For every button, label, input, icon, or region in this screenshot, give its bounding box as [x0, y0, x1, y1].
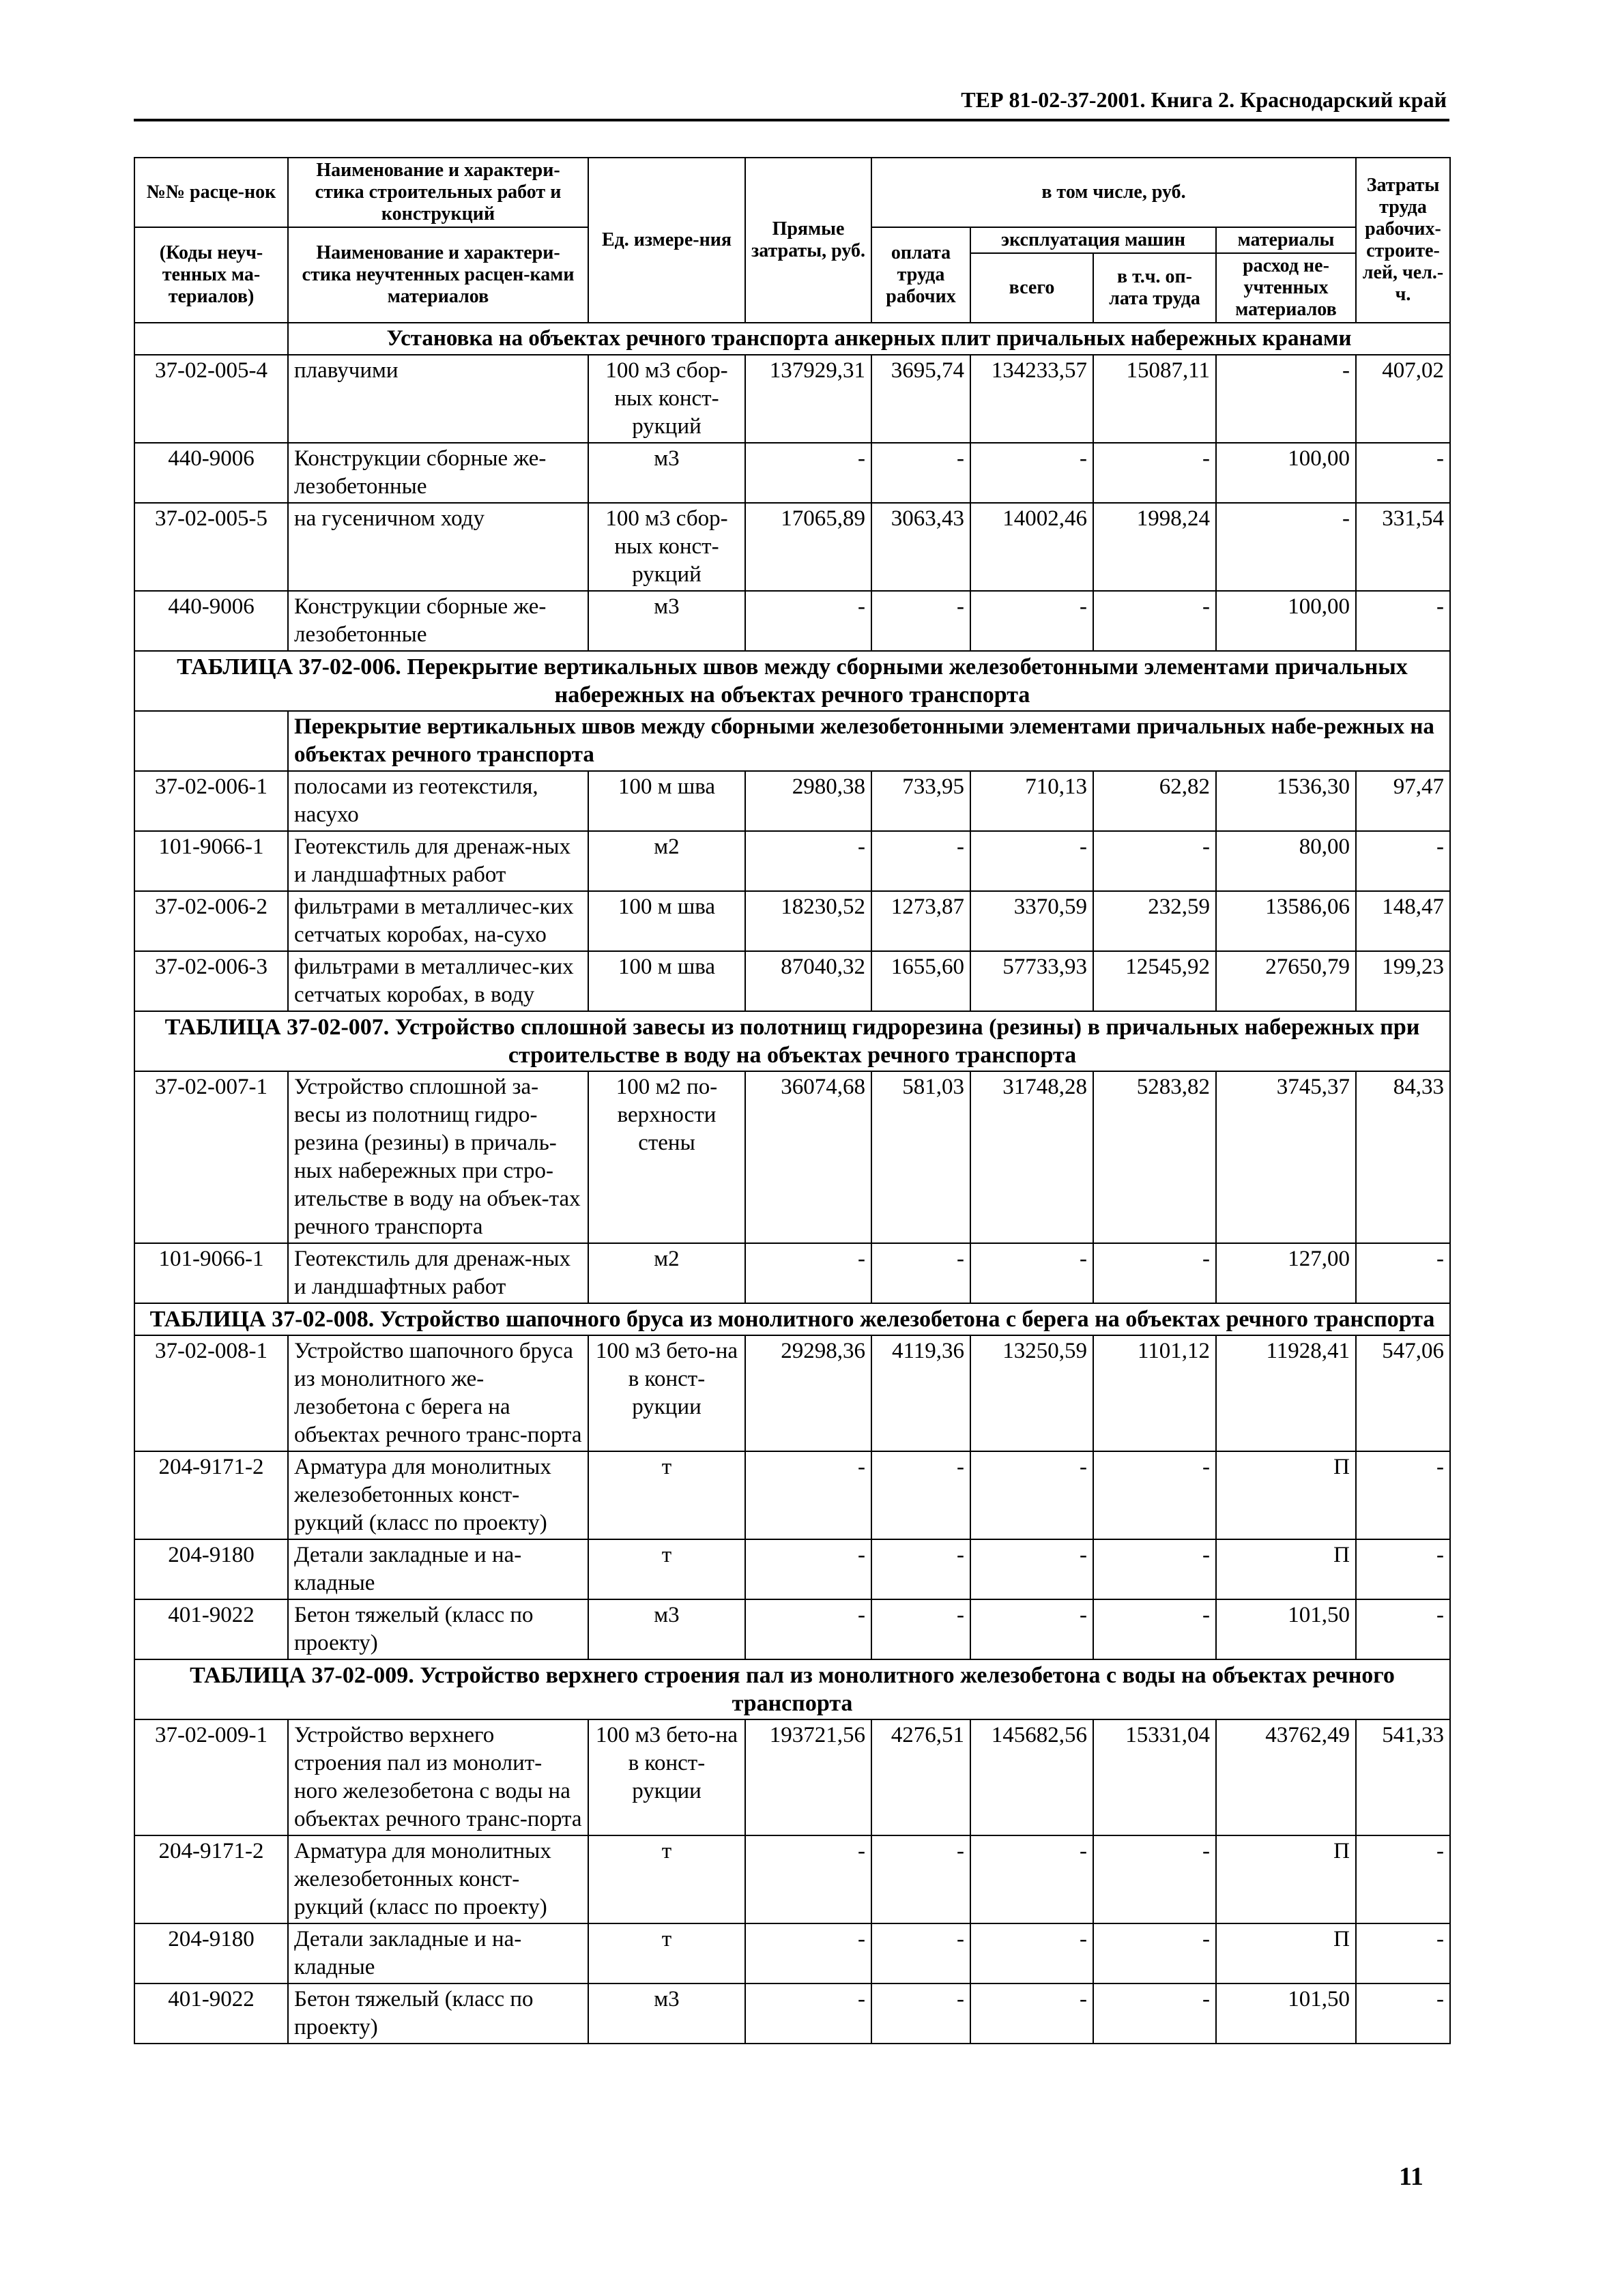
row-code: 37-02-007-1 [134, 1071, 288, 1243]
row-machines-wages: - [1093, 1599, 1216, 1659]
row-unit: т [588, 1451, 745, 1539]
row-materials: П [1216, 1539, 1356, 1599]
col-wages: оплата труда рабочих [871, 227, 970, 323]
section-title-spacer [134, 323, 288, 355]
row-materials: П [1216, 1923, 1356, 1983]
table-row [134, 771, 1450, 831]
row-direct: - [745, 443, 871, 503]
row-unit: м2 [588, 1243, 745, 1303]
row-labor: 97,47 [1356, 771, 1450, 831]
table-row [134, 1835, 1450, 1923]
row-wages: - [871, 831, 970, 891]
row-wages: - [871, 591, 970, 651]
row-unit: 100 м3 бето-на в конст-рукции [588, 1719, 745, 1835]
col-unit: Ед. измере-ния [588, 158, 745, 323]
row-code: 204-9180 [134, 1539, 288, 1599]
col-direct: Прямые затраты, руб. [745, 158, 871, 323]
row-machines-total: - [970, 1599, 1093, 1659]
row-code: 401-9022 [134, 1599, 288, 1659]
section-title-row [134, 711, 1450, 771]
row-direct: - [745, 591, 871, 651]
row-direct: - [745, 1451, 871, 1539]
row-machines-wages: - [1093, 1835, 1216, 1923]
running-header: ТЕР 81-02-37-2001. Книга 2. Краснодарский край [961, 87, 1447, 112]
row-name: Устройство шапочного бруса из монолитного же-лезобетона с берега на объектах речного транс-порта [288, 1335, 588, 1451]
col-machines-wages: в т.ч. оп-лата труда [1093, 253, 1216, 323]
rates-table [134, 157, 1451, 2044]
row-code: 37-02-005-5 [134, 503, 288, 591]
table-body [134, 323, 1450, 2044]
row-direct: 18230,52 [745, 891, 871, 951]
row-machines-total: 710,13 [970, 771, 1093, 831]
row-machines-total: 31748,28 [970, 1071, 1093, 1243]
row-labor: 331,54 [1356, 503, 1450, 591]
row-machines-wages: - [1093, 1451, 1216, 1539]
row-wages: - [871, 1539, 970, 1599]
row-name: плавучими [288, 355, 588, 443]
row-code: 37-02-005-4 [134, 355, 288, 443]
table-row [134, 1335, 1450, 1451]
section-title: Установка на объектах речного транспорта анкерных плит причальных набережных кранами [288, 323, 1450, 355]
row-direct: 193721,56 [745, 1719, 871, 1835]
table-row [134, 1071, 1450, 1243]
row-unit: м2 [588, 831, 745, 891]
row-materials: 100,00 [1216, 443, 1356, 503]
row-machines-wages: - [1093, 1923, 1216, 1983]
table-row [134, 1451, 1450, 1539]
row-materials: 43762,49 [1216, 1719, 1356, 1835]
row-machines-total: 145682,56 [970, 1719, 1093, 1835]
row-machines-wages: 15087,11 [1093, 355, 1216, 443]
row-direct: - [745, 1923, 871, 1983]
row-machines-wages: - [1093, 831, 1216, 891]
row-machines-total: - [970, 1835, 1093, 1923]
table-row [134, 1923, 1450, 1983]
row-wages: - [871, 1451, 970, 1539]
row-code: 401-9022 [134, 1983, 288, 2044]
row-unit: м3 [588, 1983, 745, 2044]
row-direct: - [745, 1599, 871, 1659]
row-machines-total: - [970, 443, 1093, 503]
table-title: ТАБЛИЦА 37-02-008. Устройство шапочного бруса из монолитного железобетона с берега на объектах речного транспорта [134, 1303, 1450, 1335]
row-direct: - [745, 1983, 871, 2044]
row-code: 37-02-009-1 [134, 1719, 288, 1835]
row-materials: - [1216, 503, 1356, 591]
row-wages: - [871, 1835, 970, 1923]
row-name: Устройство верхнего строения пал из монолит-ного железобетона с воды на объектах речного транс-порта [288, 1719, 588, 1835]
row-wages: 581,03 [871, 1071, 970, 1243]
table-row [134, 591, 1450, 651]
row-machines-total: - [970, 1243, 1093, 1303]
section-title-spacer [134, 711, 288, 771]
row-direct: - [745, 1835, 871, 1923]
row-machines-total: - [970, 591, 1093, 651]
table-row [134, 503, 1450, 591]
row-machines-wages: - [1093, 443, 1216, 503]
row-direct: 29298,36 [745, 1335, 871, 1451]
row-name: на гусеничном ходу [288, 503, 588, 591]
section-title-row [134, 323, 1450, 355]
row-materials: - [1216, 355, 1356, 443]
row-materials: 101,50 [1216, 1983, 1356, 2044]
row-name: Геотекстиль для дренаж-ных и ландшафтных работ [288, 1243, 588, 1303]
row-materials: П [1216, 1451, 1356, 1539]
col-code-bottom: (Коды неуч-тенных ма-териалов) [134, 227, 288, 323]
row-labor: 84,33 [1356, 1071, 1450, 1243]
row-materials: 27650,79 [1216, 951, 1356, 1011]
row-code: 440-9006 [134, 443, 288, 503]
row-direct: 36074,68 [745, 1071, 871, 1243]
row-unit: 100 м3 сбор-ных конст-рукций [588, 355, 745, 443]
table-title-row [134, 1303, 1450, 1335]
row-name: Геотекстиль для дренаж-ных и ландшафтных работ [288, 831, 588, 891]
row-machines-wages: 62,82 [1093, 771, 1216, 831]
row-unit: 100 м3 сбор-ных конст-рукций [588, 503, 745, 591]
row-unit: т [588, 1835, 745, 1923]
row-machines-wages: 1998,24 [1093, 503, 1216, 591]
row-unit: 100 м3 бето-на в конст-рукции [588, 1335, 745, 1451]
table-title-row [134, 1011, 1450, 1071]
row-code: 101-9066-1 [134, 831, 288, 891]
col-code-top: №№ расце-нок [134, 158, 288, 227]
row-materials: 80,00 [1216, 831, 1356, 891]
row-unit: 100 м шва [588, 951, 745, 1011]
row-labor: - [1356, 1923, 1450, 1983]
row-labor: - [1356, 1599, 1450, 1659]
row-machines-wages: - [1093, 591, 1216, 651]
row-machines-wages: - [1093, 1983, 1216, 2044]
table-row [134, 951, 1450, 1011]
row-labor: - [1356, 831, 1450, 891]
row-machines-total: 14002,46 [970, 503, 1093, 591]
row-wages: 4119,36 [871, 1335, 970, 1451]
row-name: Конструкции сборные же-лезобетонные [288, 443, 588, 503]
col-materials: материалы [1216, 227, 1356, 253]
row-machines-wages: - [1093, 1539, 1216, 1599]
col-labor: Затраты труда рабочих-строите-лей, чел.-ч. [1356, 158, 1450, 323]
row-machines-total: 3370,59 [970, 891, 1093, 951]
row-materials: 13586,06 [1216, 891, 1356, 951]
table-row [134, 443, 1450, 503]
row-direct: - [745, 831, 871, 891]
row-machines-total: 13250,59 [970, 1335, 1093, 1451]
col-including: в том числе, руб. [871, 158, 1356, 227]
row-direct: 137929,31 [745, 355, 871, 443]
row-name: полосами из геотекстиля, насухо [288, 771, 588, 831]
row-code: 101-9066-1 [134, 1243, 288, 1303]
row-unit: 100 м шва [588, 891, 745, 951]
row-code: 204-9171-2 [134, 1835, 288, 1923]
table-title-row [134, 651, 1450, 711]
row-code: 204-9180 [134, 1923, 288, 1983]
row-name: Конструкции сборные же-лезобетонные [288, 591, 588, 651]
table-row [134, 355, 1450, 443]
row-materials: П [1216, 1835, 1356, 1923]
row-unit: м3 [588, 443, 745, 503]
row-direct: 2980,38 [745, 771, 871, 831]
row-unit: м3 [588, 591, 745, 651]
row-machines-wages: 232,59 [1093, 891, 1216, 951]
row-labor: - [1356, 591, 1450, 651]
row-machines-wages: 12545,92 [1093, 951, 1216, 1011]
table-title-row [134, 1659, 1450, 1719]
row-labor: - [1356, 1451, 1450, 1539]
header-rule [134, 119, 1449, 121]
row-wages: - [871, 443, 970, 503]
row-labor: 541,33 [1356, 1719, 1450, 1835]
row-materials: 1536,30 [1216, 771, 1356, 831]
row-direct: 17065,89 [745, 503, 871, 591]
row-code: 37-02-006-1 [134, 771, 288, 831]
row-machines-wages: 15331,04 [1093, 1719, 1216, 1835]
row-wages: - [871, 1983, 970, 2044]
table-title: ТАБЛИЦА 37-02-007. Устройство сплошной завесы из полотнищ гидрорезина (резины) в причальных набережных при строительстве в воду на объектах речного транспорта [134, 1011, 1450, 1071]
row-labor: - [1356, 1983, 1450, 2044]
row-wages: 1273,87 [871, 891, 970, 951]
table-row [134, 831, 1450, 891]
row-direct: 87040,32 [745, 951, 871, 1011]
row-machines-wages: - [1093, 1243, 1216, 1303]
row-labor: 199,23 [1356, 951, 1450, 1011]
row-name: Детали закладные и на-кладные [288, 1539, 588, 1599]
row-machines-wages: 5283,82 [1093, 1071, 1216, 1243]
row-wages: 733,95 [871, 771, 970, 831]
row-direct: - [745, 1243, 871, 1303]
row-machines-total: 57733,93 [970, 951, 1093, 1011]
col-materials-sub: расход не-учтенных материалов [1216, 253, 1356, 323]
row-wages: - [871, 1599, 970, 1659]
table-row [134, 891, 1450, 951]
row-materials: 11928,41 [1216, 1335, 1356, 1451]
table-row [134, 1599, 1450, 1659]
row-unit: т [588, 1923, 745, 1983]
row-materials: 127,00 [1216, 1243, 1356, 1303]
row-name: Бетон тяжелый (класс по проекту) [288, 1599, 588, 1659]
row-wages: 1655,60 [871, 951, 970, 1011]
row-code: 37-02-006-3 [134, 951, 288, 1011]
table-row [134, 1539, 1450, 1599]
row-machines-total: - [970, 1451, 1093, 1539]
row-labor: - [1356, 1539, 1450, 1599]
row-name: Бетон тяжелый (класс по проекту) [288, 1983, 588, 2044]
col-name-top: Наименование и характери-стика строительных работ и конструкций [288, 158, 588, 227]
row-wages: - [871, 1243, 970, 1303]
row-machines-total: - [970, 1923, 1093, 1983]
row-name: Арматура для монолитных железобетонных конст-рукций (класс по проекту) [288, 1451, 588, 1539]
row-labor: 148,47 [1356, 891, 1450, 951]
row-name: фильтрами в металличес-ких сетчатых коробах, на-сухо [288, 891, 588, 951]
row-unit: 100 м2 по-верхности стены [588, 1071, 745, 1243]
row-labor: - [1356, 443, 1450, 503]
row-code: 204-9171-2 [134, 1451, 288, 1539]
row-labor: 547,06 [1356, 1335, 1450, 1451]
row-machines-total: - [970, 831, 1093, 891]
section-title: Перекрытие вертикальных швов между сборными железобетонными элементами причальных набе-режных на объектах речного транспорта [288, 711, 1450, 771]
row-direct: - [745, 1539, 871, 1599]
row-machines-total: - [970, 1539, 1093, 1599]
row-labor: - [1356, 1243, 1450, 1303]
row-machines-total: 134233,57 [970, 355, 1093, 443]
row-wages: 3695,74 [871, 355, 970, 443]
row-name: Детали закладные и на-кладные [288, 1923, 588, 1983]
row-materials: 3745,37 [1216, 1071, 1356, 1243]
row-machines-wages: 1101,12 [1093, 1335, 1216, 1451]
col-machines-total: всего [970, 253, 1093, 323]
table-row [134, 1983, 1450, 2044]
row-name: Арматура для монолитных железобетонных конст-рукций (класс по проекту) [288, 1835, 588, 1923]
row-unit: т [588, 1539, 745, 1599]
col-machines: эксплуатация машин [970, 227, 1216, 253]
row-name: Устройство сплошной за-весы из полотнищ гидро-резина (резины) в причаль-ных набережных при стро-ительстве в воду на объек-тах речного транспорта [288, 1071, 588, 1243]
row-machines-total: - [970, 1983, 1093, 2044]
row-wages: 4276,51 [871, 1719, 970, 1835]
row-wages: 3063,43 [871, 503, 970, 591]
row-wages: - [871, 1923, 970, 1983]
row-code: 37-02-008-1 [134, 1335, 288, 1451]
row-unit: м3 [588, 1599, 745, 1659]
row-labor: - [1356, 1835, 1450, 1923]
page-number: 11 [1399, 2162, 1423, 2191]
row-code: 440-9006 [134, 591, 288, 651]
row-materials: 101,50 [1216, 1599, 1356, 1659]
row-materials: 100,00 [1216, 591, 1356, 651]
row-code: 37-02-006-2 [134, 891, 288, 951]
row-unit: 100 м шва [588, 771, 745, 831]
table-header [134, 158, 1450, 323]
col-name-bottom: Наименование и характери-стика неучтенных расцен-ками материалов [288, 227, 588, 323]
row-name: фильтрами в металличес-ких сетчатых коробах, в воду [288, 951, 588, 1011]
row-labor: 407,02 [1356, 355, 1450, 443]
table-title: ТАБЛИЦА 37-02-006. Перекрытие вертикальных швов между сборными железобетонными элементами причальных набережных на объектах речного транспорта [134, 651, 1450, 711]
table-row [134, 1719, 1450, 1835]
table-title: ТАБЛИЦА 37-02-009. Устройство верхнего строения пал из монолитного железобетона с воды на объектах речного транспорта [134, 1659, 1450, 1719]
table-row [134, 1243, 1450, 1303]
